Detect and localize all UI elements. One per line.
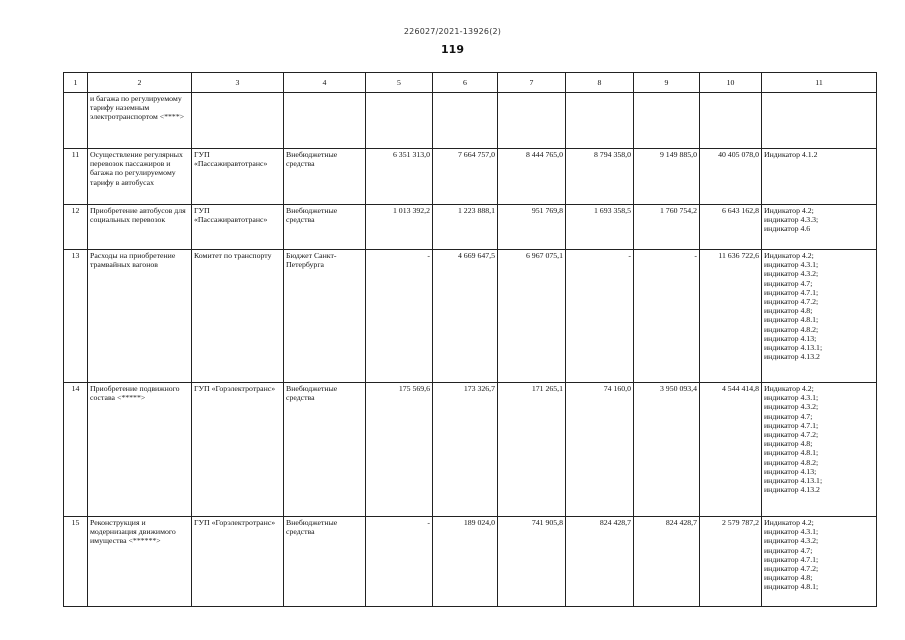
value-cell: 6 967 075,1 (498, 250, 566, 383)
value-cell: 3 950 093,4 (634, 383, 700, 517)
indicators: Индикатор 4.2; индикатор 4.3.1; индикатор 4.3.2; индикатор 4.7; индикатор 4.7.1; индикатор 4.7.2; индикатор 4.8; индикатор 4.8.1; индикатор 4.8.2; индикатор 4.13; индикатор 4.13.1; индикатор 4.13.2 (762, 250, 877, 383)
indicators: Индикатор 4.2; индикатор 4.3.3; индикатор 4.6 (762, 205, 877, 250)
event-name: Расходы на приобретение трамвайных вагонов (88, 250, 192, 383)
column-header: 3 (192, 73, 284, 93)
value-cell: 741 905,8 (498, 517, 566, 607)
executor (192, 93, 284, 149)
table-row (64, 149, 877, 205)
value-cell: 1 223 888,1 (433, 205, 498, 250)
row-number: 12 (64, 205, 88, 250)
column-header: 4 (284, 73, 366, 93)
row-number (64, 93, 88, 149)
column-header: 7 (498, 73, 566, 93)
table-row (64, 205, 877, 250)
value-cell: 8 444 765,0 (498, 149, 566, 205)
funding-source: Внебюджетные средства (284, 383, 366, 517)
column-header: 10 (700, 73, 762, 93)
value-cell: 951 769,8 (498, 205, 566, 250)
row-number: 11 (64, 149, 88, 205)
data-table (63, 72, 877, 607)
funding-source: Внебюджетные средства (284, 205, 366, 250)
value-cell: 7 664 757,0 (433, 149, 498, 205)
event-name: и багажа по регулируемому тарифу наземным электротранспортом <****> (88, 93, 192, 149)
table-row (64, 517, 877, 607)
table-row (64, 383, 877, 517)
column-header: 6 (433, 73, 498, 93)
row-number: 14 (64, 383, 88, 517)
column-header: 9 (634, 73, 700, 93)
column-header: 1 (64, 73, 88, 93)
executor: Комитет по транспорту (192, 250, 284, 383)
event-name: Осуществление регулярных перевозок пассажиров и багажа по регулируемому тарифу в автобусах (88, 149, 192, 205)
table-row (64, 250, 877, 383)
value-cell: 8 794 358,0 (566, 149, 634, 205)
funding-source: Внебюджетные средства (284, 517, 366, 607)
value-cell: 189 024,0 (433, 517, 498, 607)
indicators: Индикатор 4.2; индикатор 4.3.1; индикатор 4.3.2; индикатор 4.7; индикатор 4.7.1; индикатор 4.7.2; индикатор 4.8; индикатор 4.8.1; (762, 517, 877, 607)
page-number: 119 (441, 43, 464, 56)
event-name: Приобретение автобусов для социальных перевозок (88, 205, 192, 250)
value-cell (366, 93, 433, 149)
executor: ГУП «Горэлектротранс» (192, 383, 284, 517)
value-cell: - (366, 517, 433, 607)
event-name: Реконструкция и модернизация движимого имущества <******> (88, 517, 192, 607)
value-cell: 173 326,7 (433, 383, 498, 517)
executor: ГУП «Пассажиравтотранс» (192, 149, 284, 205)
value-cell: 74 160,0 (566, 383, 634, 517)
document-registration-number: 226027/2021-13926(2) (403, 27, 502, 36)
value-cell: 171 265,1 (498, 383, 566, 517)
value-cell: 11 636 722,6 (700, 250, 762, 383)
value-cell (634, 93, 700, 149)
value-cell (498, 93, 566, 149)
value-cell: 40 405 078,0 (700, 149, 762, 205)
value-cell: 4 669 647,5 (433, 250, 498, 383)
value-cell: 1 693 358,5 (566, 205, 634, 250)
value-cell (566, 93, 634, 149)
value-cell: 175 569,6 (366, 383, 433, 517)
column-header: 2 (88, 73, 192, 93)
executor: ГУП «Горэлектротранс» (192, 517, 284, 607)
row-number: 13 (64, 250, 88, 383)
value-cell: 824 428,7 (566, 517, 634, 607)
indicators: Индикатор 4.2; индикатор 4.3.1; индикатор 4.3.2; индикатор 4.7; индикатор 4.7.1; индикатор 4.7.2; индикатор 4.8; индикатор 4.8.1; индикатор 4.8.2; индикатор 4.13; индикатор 4.13.1; индикатор 4.13.2 (762, 383, 877, 517)
value-cell: 1 013 392,2 (366, 205, 433, 250)
value-cell: 6 351 313,0 (366, 149, 433, 205)
value-cell: 9 149 885,0 (634, 149, 700, 205)
value-cell (700, 93, 762, 149)
value-cell: - (566, 250, 634, 383)
value-cell: 6 643 162,8 (700, 205, 762, 250)
funding-source: Внебюджетные средства (284, 149, 366, 205)
column-header: 11 (762, 73, 877, 93)
value-cell (433, 93, 498, 149)
funding-source: Бюджет Санкт-Петербурга (284, 250, 366, 383)
event-name: Приобретение подвижного состава <*****> (88, 383, 192, 517)
funding-source (284, 93, 366, 149)
indicators (762, 93, 877, 149)
row-number: 15 (64, 517, 88, 607)
value-cell: 824 428,7 (634, 517, 700, 607)
table-header-row (64, 73, 877, 93)
indicators: Индикатор 4.1.2 (762, 149, 877, 205)
value-cell: 2 579 787,2 (700, 517, 762, 607)
value-cell: - (634, 250, 700, 383)
table-row (64, 93, 877, 149)
value-cell: 1 760 754,2 (634, 205, 700, 250)
value-cell: - (366, 250, 433, 383)
value-cell: 4 544 414,8 (700, 383, 762, 517)
column-header: 5 (366, 73, 433, 93)
executor: ГУП «Пассажиравтотранс» (192, 205, 284, 250)
column-header: 8 (566, 73, 634, 93)
